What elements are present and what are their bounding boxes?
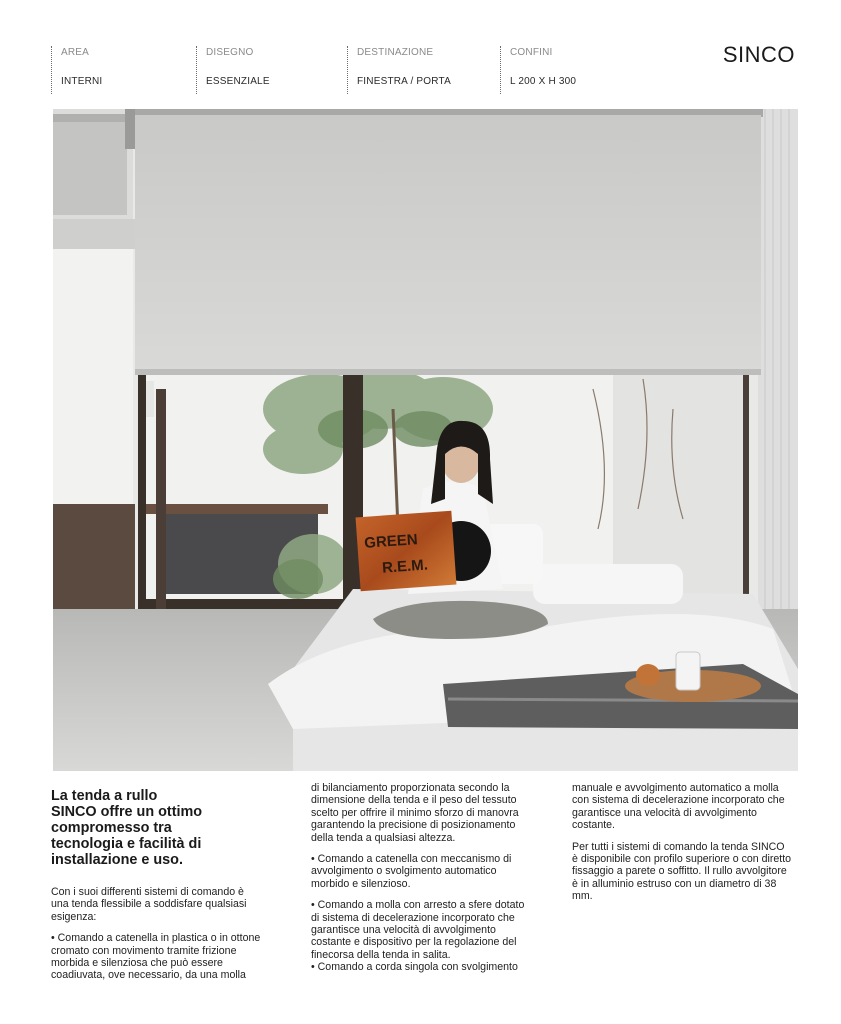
text-column-2 — [311, 782, 529, 974]
spec-label: DESTINAZIONE — [357, 47, 434, 58]
body-paragraph: • Comando a corda singola con svolgimento — [311, 961, 518, 974]
text-column-1 — [51, 788, 263, 982]
headline-line: SINCO offre un ottimo — [51, 804, 203, 820]
spec-area — [51, 46, 102, 94]
headline-line: tecnologia e facilità di — [51, 836, 202, 852]
headline-line: installazione e uso. — [51, 852, 183, 868]
headline-line: La tenda a rullo — [51, 788, 158, 804]
headline — [51, 788, 263, 868]
spec-label: AREA — [61, 47, 90, 58]
spec-confini — [500, 46, 576, 94]
window-frame — [138, 374, 146, 614]
body-paragraph: manuale e avvolgimento automatico a molla con sistema di decelerazione incorporato che garantisce una velocità di avvolgimento costante. — [572, 782, 785, 832]
product-photo — [53, 109, 798, 771]
spec-label: DISEGNO — [206, 47, 254, 58]
radiator — [758, 109, 798, 629]
interior-scene — [53, 109, 798, 771]
body-paragraph: di bilanciamento proporzionata secondo la dimensione della tenda e il peso del tessuto scelto per offrire il minimo sforzo di manovra garantendo la precisione di posizionamento della tenda a qualsiasi altezza. — [311, 782, 519, 844]
pillow — [533, 564, 683, 604]
left-floor-wood — [53, 504, 135, 609]
roller-blind — [135, 115, 761, 373]
body-paragraph: • Comando a catenella in plastica o in ottone cromato con movimento tramite frizione morbida e silenziosa che può essere coadiuvata, ove necessario, da una molla — [51, 932, 261, 982]
spec-value: L 200 X H 300 — [510, 76, 577, 87]
spec-destinazione — [347, 46, 451, 94]
spec-value: ESSENZIALE — [206, 76, 270, 87]
spec-label: CONFINI — [510, 47, 553, 58]
body-paragraph: Con i suoi differenti sistemi di comando è una tenda flessibile a soddisfare qualsiasi esigenza: — [51, 886, 247, 923]
record-album — [356, 511, 491, 592]
spec-disegno — [196, 46, 270, 94]
body-paragraph: • Comando a molla con arresto a sfere dotato di sistema di decelerazione incorporato che garantisce una velocità di avvolgimento costante e dispositivo per la regolazione del finecorsa della tenda in salita. — [311, 899, 525, 961]
spec-value: FINESTRA / PORTA — [357, 76, 451, 87]
mug — [676, 652, 700, 690]
record-title: GREEN — [363, 531, 419, 552]
record-artist: R.E.M. — [381, 556, 429, 577]
pastry — [636, 664, 660, 686]
side-blind — [53, 119, 127, 215]
text-column-3 — [572, 782, 792, 903]
headline-line: compromesso tra — [51, 820, 172, 836]
brand-logo: SINCO — [722, 42, 795, 67]
spec-value: INTERNI — [61, 76, 103, 87]
body-paragraph: • Comando a catenella con meccanismo di avvolgimento o svolgimento automatico morbido e silenzioso. — [311, 853, 512, 890]
body-paragraph: Per tutti i sistemi di comando la tenda SINCO è disponibile con profilo superiore o con diretto fissaggio a parete o soffitto. Il rullo avvolgitore è in alluminio estruso con un diametro di 38 mm. — [572, 840, 792, 903]
